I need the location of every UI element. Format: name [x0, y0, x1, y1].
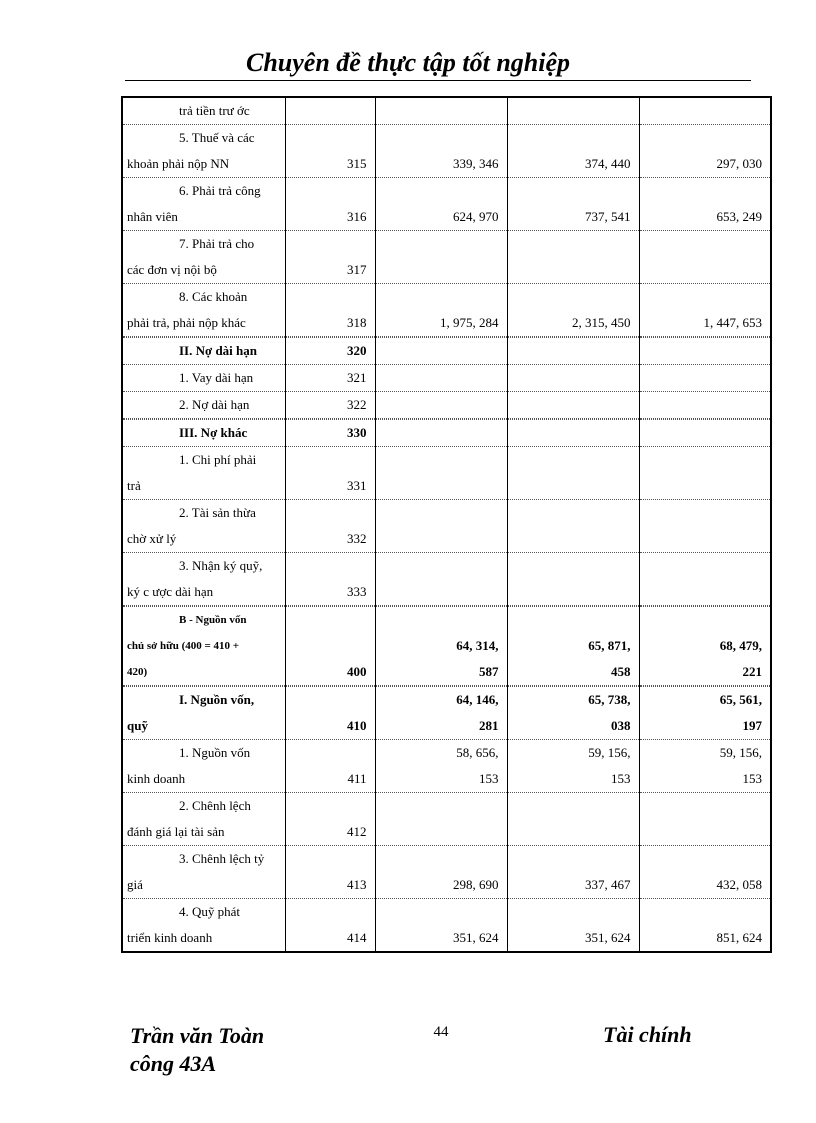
item-code-cell [285, 231, 375, 284]
value-line: 458 [611, 664, 631, 679]
item-label-line: quỹ [127, 718, 148, 733]
item-label-line: 3. Nhận ký quỹ, [179, 558, 263, 573]
item-label-line: trả [127, 478, 141, 493]
value-cell-col3 [639, 447, 771, 500]
item-label-line: trả tiền trư ớc [179, 103, 250, 118]
item-label-line: II. Nợ dài hạn [179, 343, 258, 358]
value-line: 153 [611, 771, 631, 786]
table-row [122, 899, 771, 953]
value-cell-col1 [375, 231, 507, 284]
item-label-line: phải trả, phải nộp khác [127, 315, 246, 330]
value-cell-col3 [639, 365, 771, 392]
item-label-cell [122, 338, 285, 365]
value-cell-col3 [639, 97, 771, 125]
item-code: 411 [347, 771, 367, 786]
item-label-cell [122, 607, 285, 686]
item-label-cell [122, 899, 285, 953]
value-line: 337, 467 [585, 877, 631, 892]
item-label-line: B - Nguồn vốn [179, 614, 247, 626]
item-label-cell [122, 740, 285, 793]
value-cell-col1 [375, 338, 507, 365]
item-code-cell [285, 338, 375, 365]
value-cell-col2 [507, 392, 639, 419]
item-code: 333 [347, 584, 367, 599]
item-code: 332 [347, 531, 367, 546]
value-cell-col3 [639, 846, 771, 899]
value-cell-col3 [639, 500, 771, 553]
item-code-cell [285, 500, 375, 553]
item-code-cell [285, 97, 375, 125]
item-code: 330 [347, 425, 367, 440]
value-cell-col1 [375, 740, 507, 793]
value-line: 339, 346 [453, 156, 499, 171]
value-cell-col1 [375, 284, 507, 337]
item-code-cell [285, 793, 375, 846]
item-code: 410 [347, 718, 367, 733]
value-line: 197 [742, 718, 762, 733]
item-label-line: nhân viên [127, 209, 178, 224]
table-row [122, 365, 771, 392]
footer-department: Tài chính [603, 1022, 692, 1047]
item-label-line: 7. Phải trả cho [179, 236, 255, 251]
value-cell-col2 [507, 420, 639, 447]
item-label-line: ký c ược dài hạn [127, 584, 214, 599]
value-cell-col3 [639, 740, 771, 793]
value-line: 432, 058 [716, 877, 762, 892]
table-row [122, 500, 771, 553]
value-line: 587 [479, 664, 499, 679]
value-cell-col3 [639, 284, 771, 337]
item-label-cell [122, 793, 285, 846]
value-cell-col1 [375, 687, 507, 740]
item-label-cell [122, 365, 285, 392]
item-code: 414 [347, 930, 367, 945]
item-label-cell [122, 687, 285, 740]
value-cell-col1 [375, 125, 507, 178]
item-label-line: đánh giá lại tài sản [127, 824, 225, 839]
table-row [122, 420, 771, 447]
value-line: 153 [742, 771, 762, 786]
value-cell-col3 [639, 338, 771, 365]
value-line: 351, 624 [585, 930, 631, 945]
value-cell-col1 [375, 420, 507, 447]
item-code-cell [285, 365, 375, 392]
item-label-line: 1. Nguồn vốn [179, 745, 251, 760]
table-row [122, 553, 771, 606]
value-line: 297, 030 [716, 156, 762, 171]
value-cell-col3 [639, 178, 771, 231]
value-line: 1, 975, 284 [440, 315, 499, 330]
item-label-cell [122, 846, 285, 899]
value-line: 59, 156, [719, 745, 762, 760]
item-label-line: 6. Phải trả công [179, 183, 261, 198]
value-cell-col1 [375, 97, 507, 125]
table-row [122, 846, 771, 899]
item-code: 320 [347, 343, 367, 358]
value-cell-col1 [375, 899, 507, 953]
value-line: 59, 156, [588, 745, 631, 760]
value-cell-col1 [375, 846, 507, 899]
value-cell-col2 [507, 553, 639, 606]
value-line: 038 [611, 718, 631, 733]
value-cell-col2 [507, 740, 639, 793]
item-label-line: 420) [127, 666, 148, 678]
value-line: 64, 146, [456, 692, 499, 707]
item-label-cell [122, 125, 285, 178]
item-code-cell [285, 392, 375, 419]
value-cell-col3 [639, 125, 771, 178]
value-cell-col2 [507, 338, 639, 365]
value-cell-col2 [507, 97, 639, 125]
item-code [290, 98, 367, 124]
value-line: 281 [479, 718, 499, 733]
footer-author-line2: công 43A [130, 1051, 217, 1076]
value-cell-col3 [639, 899, 771, 953]
value-cell-col2 [507, 846, 639, 899]
item-label-cell [122, 178, 285, 231]
item-label-line: kinh doanh [127, 771, 186, 786]
value-cell-col2 [507, 178, 639, 231]
value-line: 65, 738, [588, 692, 631, 707]
value-cell-col2 [507, 125, 639, 178]
item-code: 400 [347, 664, 367, 679]
value-cell-col2 [507, 284, 639, 337]
value-cell-col2 [507, 447, 639, 500]
page-header-title: Chuyên đề thực tập tốt nghiệp [246, 48, 570, 77]
value-line: 153 [479, 771, 499, 786]
item-code-cell [285, 899, 375, 953]
item-label-cell [122, 420, 285, 447]
value-line: 851, 624 [716, 930, 762, 945]
value-line: 624, 970 [453, 209, 499, 224]
value-line: 68, 479, [719, 638, 762, 653]
table-row [122, 392, 771, 419]
value-cell-col1 [375, 447, 507, 500]
value-cell-col3 [639, 793, 771, 846]
item-label-cell [122, 392, 285, 419]
table-row [122, 97, 771, 125]
item-code-cell [285, 125, 375, 178]
value-cell-col2 [507, 365, 639, 392]
item-label-cell [122, 231, 285, 284]
value-line: 653, 249 [716, 209, 762, 224]
value-cell-col3 [639, 392, 771, 419]
value-line: 64, 314, [456, 638, 499, 653]
item-code: 318 [347, 315, 367, 330]
item-label-line: chờ xử lý [127, 531, 177, 546]
item-code: 322 [347, 397, 367, 412]
item-code: 315 [347, 156, 367, 171]
item-label-line: 4. Quỹ phát [179, 904, 241, 919]
value-cell-col2 [507, 500, 639, 553]
item-label-line: khoản phải nộp NN [127, 156, 230, 171]
item-label-line: 3. Chênh lệch tỷ [179, 851, 265, 866]
item-code-cell [285, 420, 375, 447]
item-code: 321 [347, 370, 367, 385]
value-cell-col1 [375, 365, 507, 392]
item-code-cell [285, 687, 375, 740]
value-cell-col2 [507, 607, 639, 686]
item-label-cell [122, 500, 285, 553]
item-code-cell [285, 447, 375, 500]
value-line: 58, 656, [456, 745, 499, 760]
balance-sheet-table [121, 96, 772, 953]
header-rule [125, 80, 751, 81]
item-code: 413 [347, 877, 367, 892]
table-row [122, 607, 771, 686]
value-cell-col2 [507, 687, 639, 740]
item-label-line: các đơn vị nội bộ [127, 262, 217, 277]
value-cell-col1 [375, 553, 507, 606]
value-cell-col1 [375, 793, 507, 846]
table-row [122, 284, 771, 337]
value-cell-col3 [639, 420, 771, 447]
item-label-line: 1. Vay dài hạn [179, 370, 254, 385]
value-cell-col2 [507, 793, 639, 846]
value-line: 351, 624 [453, 930, 499, 945]
value-line: 1, 447, 653 [703, 315, 762, 330]
item-code-cell [285, 178, 375, 231]
value-line: 221 [742, 664, 762, 679]
value-cell-col3 [639, 553, 771, 606]
value-line: 298, 690 [453, 877, 499, 892]
item-label-cell [122, 447, 285, 500]
value-line: 374, 440 [585, 156, 631, 171]
item-code: 316 [347, 209, 367, 224]
item-code-cell [285, 607, 375, 686]
item-label-line: chủ sở hữu (400 = 410 + [127, 640, 240, 652]
item-label-line: giá [127, 877, 143, 892]
value-line: 2, 315, 450 [572, 315, 631, 330]
table-row [122, 447, 771, 500]
footer-author-line1: Trần văn Toàn [130, 1023, 265, 1048]
value-cell-col2 [507, 231, 639, 284]
balance-sheet-body [122, 97, 771, 952]
item-code: 412 [347, 824, 367, 839]
item-label-line: triển kinh doanh [127, 930, 213, 945]
value-cell-col2 [507, 899, 639, 953]
value-cell-col3 [639, 687, 771, 740]
table-row [122, 125, 771, 178]
table-row [122, 793, 771, 846]
page-number: 44 [433, 1024, 449, 1040]
value-cell-col1 [375, 607, 507, 686]
item-label-line: 8. Các khoản [179, 289, 248, 304]
table-row [122, 231, 771, 284]
item-label-line: I. Nguồn vốn, [179, 692, 255, 707]
item-label-line: 1. Chi phí phải [179, 452, 257, 467]
item-label-line: 2. Tài sản thừa [179, 505, 256, 520]
item-code-cell [285, 846, 375, 899]
value-cell-col1 [375, 500, 507, 553]
value-cell-col1 [375, 392, 507, 419]
item-label-line: 2. Nợ dài hạn [179, 397, 250, 412]
item-label-line: 2. Chênh lệch [179, 798, 251, 813]
value-line: 65, 561, [719, 692, 762, 707]
item-code-cell [285, 553, 375, 606]
table-row [122, 687, 771, 740]
value-cell-col3 [639, 607, 771, 686]
item-code-cell [285, 284, 375, 337]
table-row [122, 338, 771, 365]
item-label-cell [122, 284, 285, 337]
value-cell-col3 [639, 231, 771, 284]
value-cell-col1 [375, 178, 507, 231]
item-label-cell [122, 97, 285, 125]
value-line: 737, 541 [585, 209, 631, 224]
item-label-line: 5. Thuế và các [179, 130, 255, 145]
table-row [122, 178, 771, 231]
item-code: 317 [347, 262, 367, 277]
item-label-line: III. Nợ khác [179, 425, 248, 440]
item-code: 331 [347, 478, 367, 493]
table-row [122, 740, 771, 793]
item-label-cell [122, 553, 285, 606]
value-line: 65, 871, [588, 638, 631, 653]
item-code-cell [285, 740, 375, 793]
